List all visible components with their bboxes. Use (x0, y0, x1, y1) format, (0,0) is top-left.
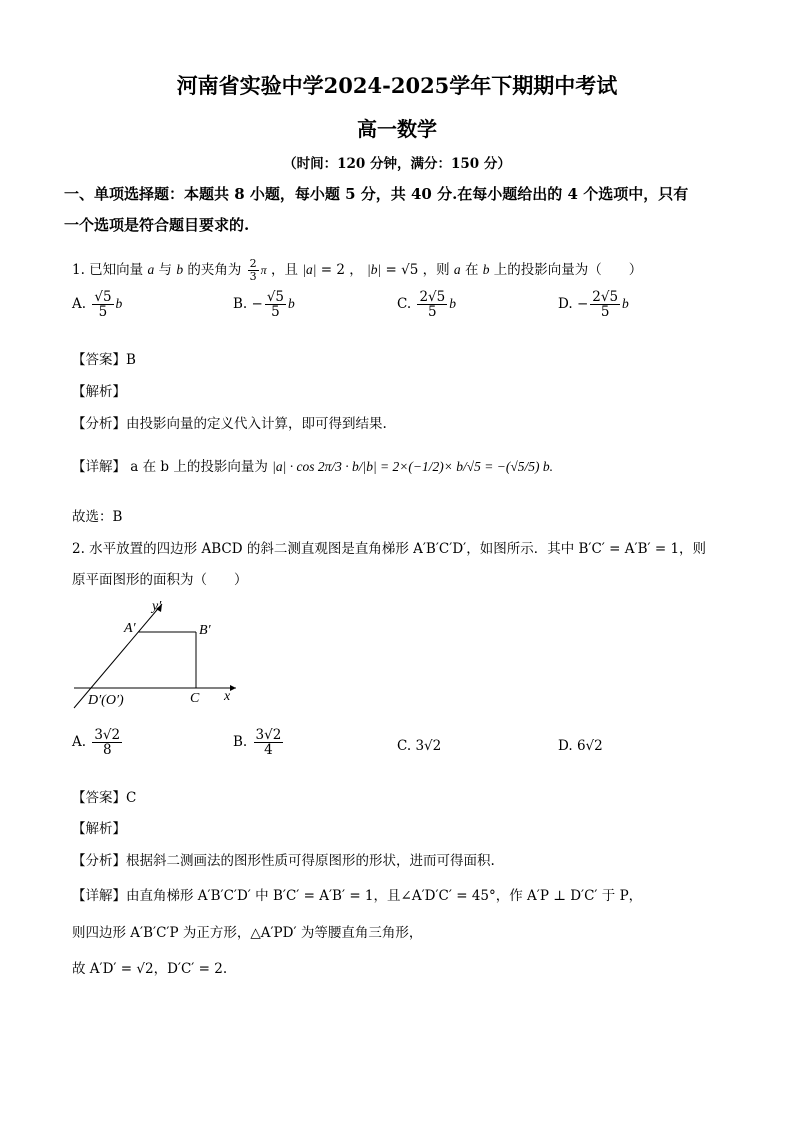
q1-analysis-tag: 【解析】 (72, 384, 126, 400)
option-label: C. (397, 738, 412, 754)
q1-option-b (233, 290, 295, 319)
option-label: D. (558, 738, 573, 754)
q2-option-a (72, 728, 124, 757)
q2-analysis-tag: 【解析】 (72, 821, 126, 837)
q1-stem-part: = √5 ，则 (385, 262, 450, 278)
q1-stem-part: 与 (158, 262, 173, 278)
trapezoid-figure (66, 596, 246, 714)
option-label: C. (397, 296, 412, 313)
q1-detail (72, 455, 553, 475)
q2-answer: 【答案】C (72, 790, 137, 806)
label-a: A′ (124, 621, 136, 636)
detail-tag: 【详解】 (72, 459, 126, 475)
detail-text: a 在 b 上的投影向量为 (130, 459, 268, 475)
q2-option-c (397, 738, 441, 754)
vector-b: b (482, 262, 490, 277)
option-var: b (449, 296, 456, 312)
option-var: b (622, 296, 629, 312)
q2-detail-line1: 【详解】由直角梯形 A′B′C′D′ 中 B′C′ = A′B′ = 1，且∠A′D′C′ = 45°，作 A′P ⊥ D′C′ 于 P， (72, 888, 643, 904)
q1-option-c (397, 290, 456, 319)
vector-b: b (176, 262, 184, 277)
option-fraction: $\frac{√5}{5}$ (266, 289, 285, 321)
q1-answer: 【答案】B (72, 352, 136, 368)
q1-stem-part: 的夹角为 (187, 262, 242, 278)
q1-stem-part: = 2 ， (320, 262, 363, 278)
exam-title: 河南省实验中学2024-2025学年下期期中考试 (176, 73, 618, 98)
option-label: B. (233, 296, 248, 313)
label-c: C (190, 691, 200, 706)
q2-option-b (233, 728, 285, 757)
norm-a: |a| (302, 262, 317, 277)
angle-fraction: $\frac{2}{3}$ (249, 257, 257, 283)
q1-stem-part: 1. 已知向量 (72, 262, 144, 278)
q2-detail-line3: 故 A′D′ = √2，D′C′ = 2. (72, 961, 228, 977)
label-d-origin: D′(O′) (88, 693, 124, 708)
option-sign: − (251, 296, 263, 313)
option-label: D. (558, 296, 573, 313)
q2-detail-line2: 则四边形 A′B′C′P 为正方形，△A′PD′ 为等腰直角三角形， (72, 925, 423, 941)
option-value: 3√2 (415, 738, 442, 754)
norm-b: |b| (367, 262, 382, 277)
section-heading-line1: 一、单项选择题：本题共 8 小题，每小题 5 分，共 40 分.在每小题给出的 4 个选项中，只有 (64, 185, 689, 203)
q1-fenxi: 【分析】由投影向量的定义代入计算，即可得到结果. (72, 416, 387, 432)
option-label: A. (72, 734, 87, 751)
label-b: B′ (199, 623, 211, 638)
detail-formula: |a| · cos 2π/3 · b/|b| = 2×(−1/2)× b/√5 = −(√5/5) b. (272, 459, 553, 474)
vector-a: a (147, 262, 155, 277)
q1-conclusion: 故选：B (72, 509, 123, 525)
option-fraction: $\frac{3√2}{4}$ (255, 727, 282, 759)
exam-info: （时间：120 分钟，满分：150 分） (283, 156, 511, 172)
subject-title: 高一数学 (357, 117, 437, 141)
q2-option-d (558, 738, 603, 754)
label-x: x (224, 689, 231, 704)
option-var: b (115, 296, 123, 312)
vector-a: a (453, 262, 461, 277)
option-label: A. (72, 296, 87, 313)
section-heading-line2: 一个选项是符合题目要求的. (64, 216, 250, 234)
option-fraction: $\frac{√5}{5}$ (94, 289, 112, 321)
q2-stem-line2: 原平面图形的面积为（ ） (72, 572, 248, 588)
label-y: y′ (152, 599, 162, 614)
q1-option-a (72, 290, 122, 319)
option-sign: − (576, 296, 589, 313)
q1-stem-part: 上的投影向量为（ ） (493, 262, 643, 278)
q1-stem-part: ，且 (270, 262, 298, 278)
q1-option-d (558, 290, 629, 319)
option-fraction: $\frac{2√5}{5}$ (419, 289, 446, 321)
option-fraction: $\frac{2√5}{5}$ (592, 289, 619, 321)
q1-stem-part: 在 (464, 262, 479, 278)
option-var: b (288, 296, 295, 312)
q2-stem-line1: 2. 水平放置的四边形 ABCD 的斜二测直观图是直角梯形 A′B′C′D′，如图所示．其中 B′C′ = A′B′ = 1，则 (72, 541, 707, 557)
x-axis-arrow (230, 685, 236, 691)
q1-stem: 1. 已知向量 a 与 b 的夹角为 $\frac{2}{3}$ π ，且 |a| = 2 ， |b| = √5 ，则 a 在 b 上的投影向量为（ ） (72, 257, 643, 283)
option-value: 6√2 (576, 738, 603, 754)
option-label: B. (233, 734, 248, 751)
q2-fenxi: 【分析】根据斜二测画法的图形性质可得原图形的形状，进而可得面积. (72, 853, 495, 869)
option-fraction: $\frac{3√2}{8}$ (94, 727, 121, 759)
